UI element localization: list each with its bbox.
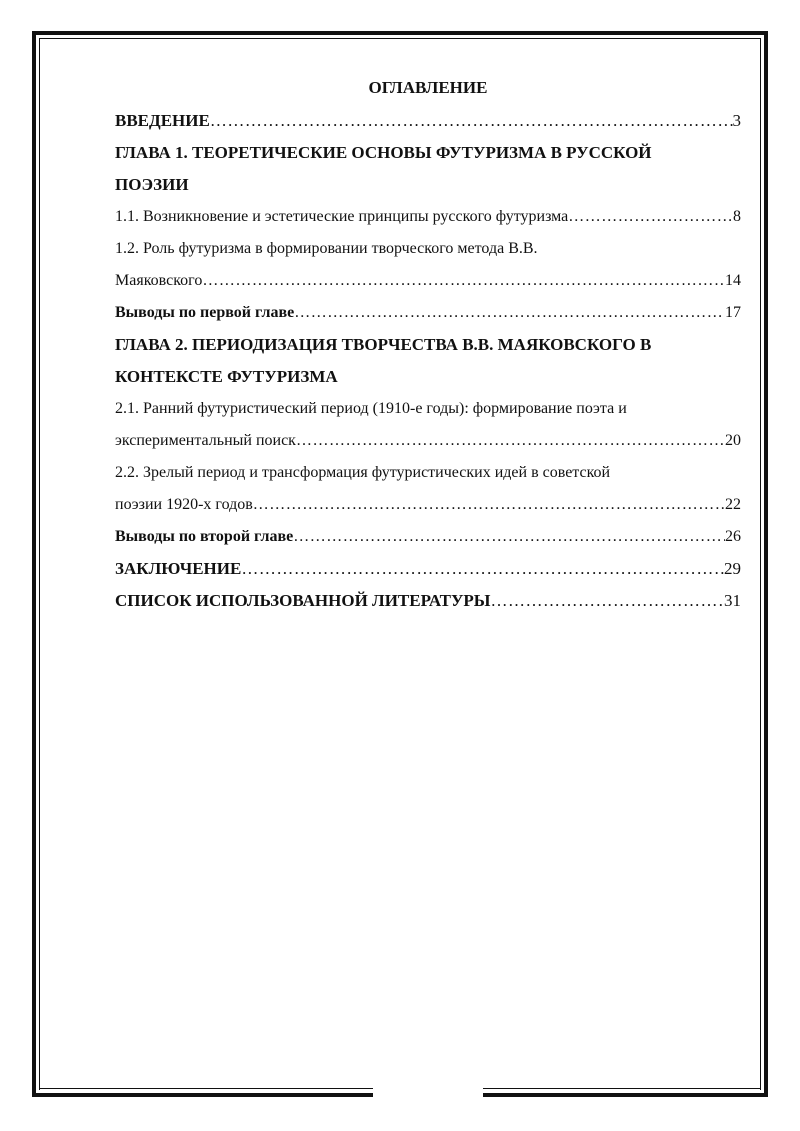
toc-page-number: 31 bbox=[724, 591, 741, 610]
toc-entry-2-1-line-1[interactable]: 2.1. Ранний футуристический период (1910-е годы): формирование поэта и bbox=[115, 400, 627, 417]
toc-chapter-1-line-1[interactable]: ГЛАВА 1. ТЕОРЕТИЧЕСКИЕ ОСНОВЫ ФУТУРИЗМА В РУССКОЙ bbox=[115, 143, 652, 162]
toc-chapter-1-line-2[interactable]: ПОЭЗИИ bbox=[115, 175, 189, 194]
dot-leader bbox=[296, 425, 725, 457]
toc-entry-1-2[interactable] bbox=[115, 265, 741, 297]
toc-entry-1-1[interactable] bbox=[115, 201, 741, 233]
toc-entry-label: СПИСОК ИСПОЛЬЗОВАННОЙ ЛИТЕРАТУРЫ bbox=[115, 591, 491, 610]
toc-title: ОГЛАВЛЕНИЕ bbox=[368, 78, 488, 97]
toc-entry-conclusions-1[interactable] bbox=[115, 297, 741, 329]
dot-leader bbox=[293, 521, 725, 553]
toc-entry-label: ВВЕДЕНИЕ bbox=[115, 111, 210, 130]
toc-entry-label: 1.1. Возникновение и эстетические принципы русского футуризма bbox=[115, 208, 569, 225]
toc-page-number: 14 bbox=[725, 272, 741, 289]
toc-entry-intro[interactable] bbox=[115, 105, 741, 137]
toc-chapter-2-line-1[interactable]: ГЛАВА 2. ПЕРИОДИЗАЦИЯ ТВОРЧЕСТВА В.В. МАЯКОВСКОГО В bbox=[115, 335, 652, 354]
toc-entry-label: Маяковского bbox=[115, 272, 203, 289]
frame-bottom-left-rule bbox=[32, 1093, 373, 1097]
dot-leader bbox=[568, 201, 733, 233]
toc-page-number: 22 bbox=[725, 496, 741, 513]
toc-entry-2-2[interactable] bbox=[115, 489, 741, 521]
frame-bottom-right-rule bbox=[483, 1093, 768, 1097]
frame-bottom-right-thin-rule bbox=[483, 1088, 761, 1089]
toc-page-number: 8 bbox=[733, 208, 741, 225]
dot-leader bbox=[253, 489, 725, 521]
toc-entry-references[interactable] bbox=[115, 585, 741, 617]
dot-leader bbox=[210, 105, 733, 137]
toc-entry-conclusions-2[interactable] bbox=[115, 521, 741, 553]
dot-leader bbox=[241, 553, 724, 585]
toc-entry-1-2-line-1[interactable]: 1.2. Роль футуризма в формировании творческого метода В.В. bbox=[115, 240, 538, 257]
dot-leader bbox=[202, 265, 725, 297]
table-of-contents bbox=[115, 76, 741, 617]
toc-entry-2-1[interactable] bbox=[115, 425, 741, 457]
toc-chapter-2-line-2[interactable]: КОНТЕКСТЕ ФУТУРИЗМА bbox=[115, 367, 338, 386]
dot-leader bbox=[294, 297, 725, 329]
toc-page-number: 26 bbox=[725, 528, 741, 545]
toc-entry-label: Выводы по второй главе bbox=[115, 528, 294, 545]
dot-leader bbox=[491, 585, 725, 617]
toc-page-number: 17 bbox=[725, 304, 741, 321]
toc-entry-conclusion[interactable] bbox=[115, 553, 741, 585]
toc-page-number: 3 bbox=[732, 111, 741, 130]
toc-entry-label: поэзии 1920-х годов bbox=[115, 496, 253, 513]
toc-entry-2-2-line-1[interactable]: 2.2. Зрелый период и трансформация футуристических идей в советской bbox=[115, 464, 611, 481]
toc-entry-label: экспериментальный поиск bbox=[115, 432, 296, 449]
toc-entry-label: Выводы по первой главе bbox=[115, 304, 295, 321]
frame-bottom-left-thin-rule bbox=[39, 1088, 373, 1089]
toc-page-number: 20 bbox=[725, 432, 741, 449]
toc-page-number: 29 bbox=[724, 559, 741, 578]
toc-entry-label: ЗАКЛЮЧЕНИЕ bbox=[115, 559, 242, 578]
